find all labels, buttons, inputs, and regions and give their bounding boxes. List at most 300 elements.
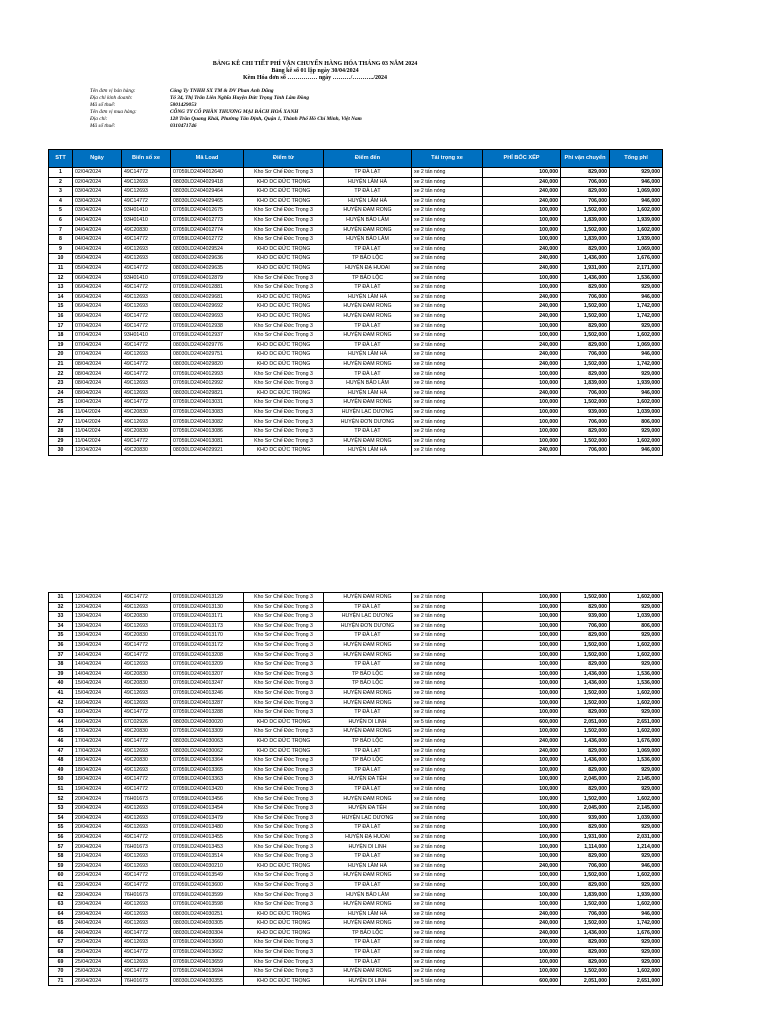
invoice-line: Kèm Hóa đơn số …………… ngày ………/………../2024 — [243, 75, 387, 81]
total-fee-cell: 2,145,000 — [610, 775, 663, 785]
total-fee-cell: 1,602,000 — [610, 640, 663, 650]
date-cell: 16/04/2024 — [73, 708, 122, 718]
load-code-cell: 07059LD2404013288 — [171, 708, 244, 718]
destination-cell: TP BẢO LỘC — [324, 679, 412, 689]
destination-cell: TP ĐÀ LẠT — [324, 852, 412, 862]
load-code-cell: 08030LD2404029524 — [171, 244, 244, 254]
table-row — [49, 669, 663, 679]
plate-cell: 49C20830 — [122, 612, 171, 622]
date-cell: 22/04/2024 — [73, 861, 122, 871]
origin-cell: Kho Sơ Chế Đức Trọng 3 — [244, 947, 324, 957]
freight-fee-cell: 829,000 — [561, 852, 610, 862]
capacity-cell: xe 2 tấn nóng — [412, 283, 483, 293]
loading-fee-cell: 240,000 — [483, 861, 561, 871]
destination-cell: HUYỆN ĐAM RONG — [324, 871, 412, 881]
row-number: 41 — [49, 688, 73, 698]
date-cell: 06/04/2024 — [73, 302, 122, 312]
table-row — [49, 736, 663, 746]
loading-fee-cell: 100,000 — [483, 967, 561, 977]
date-cell: 12/04/2024 — [73, 602, 122, 612]
date-cell: 08/04/2024 — [73, 388, 122, 398]
date-cell: 15/04/2024 — [73, 688, 122, 698]
date-cell: 04/04/2024 — [73, 235, 122, 245]
row-number: 23 — [49, 379, 73, 389]
origin-cell: KHO DC ĐỨC TRỌNG — [244, 350, 324, 360]
date-cell: 11/04/2024 — [73, 427, 122, 437]
destination-cell: TP ĐÀ LẠT — [324, 369, 412, 379]
capacity-cell: xe 2 tấn nóng — [412, 832, 483, 842]
destination-cell: HUYỆN LẠC DƯƠNG — [324, 407, 412, 417]
date-cell: 24/04/2024 — [73, 928, 122, 938]
table-row — [49, 379, 663, 389]
date-cell: 07/04/2024 — [73, 350, 122, 360]
freight-fee-cell: 1,436,000 — [561, 679, 610, 689]
plate-cell: 49C14772 — [122, 708, 171, 718]
row-number: 65 — [49, 919, 73, 929]
capacity-cell: xe 2 tấn nóng — [412, 244, 483, 254]
date-cell: 20/04/2024 — [73, 832, 122, 842]
row-number: 56 — [49, 832, 73, 842]
loading-fee-cell: 240,000 — [483, 350, 561, 360]
destination-cell: TP ĐÀ LẠT — [324, 602, 412, 612]
load-code-cell: 08030LD2404030305 — [171, 919, 244, 929]
date-cell: 06/04/2024 — [73, 292, 122, 302]
date-cell: 23/04/2024 — [73, 900, 122, 910]
loading-fee-cell: 100,000 — [483, 206, 561, 216]
table-row — [49, 398, 663, 408]
plate-cell: 49C20830 — [122, 631, 171, 641]
load-code-cell: 07059LD2404013081 — [171, 436, 244, 446]
loading-fee-cell: 240,000 — [483, 359, 561, 369]
origin-cell: Kho Sơ Chế Đức Trọng 3 — [244, 206, 324, 216]
origin-cell: Kho Sơ Chế Đức Trọng 3 — [244, 880, 324, 890]
capacity-cell: xe 2 tấn nóng — [412, 273, 483, 283]
plate-cell: 49C14772 — [122, 871, 171, 881]
load-code-cell: 08030LD2404029776 — [171, 340, 244, 350]
row-number: 53 — [49, 804, 73, 814]
origin-cell: Kho Sơ Chế Đức Trọng 3 — [244, 890, 324, 900]
origin-cell: Kho Sơ Chế Đức Trọng 3 — [244, 427, 324, 437]
total-fee-cell: 946,000 — [610, 861, 663, 871]
row-number: 1 — [49, 168, 73, 178]
destination-cell: HUYỆN BẢO LÂM — [324, 215, 412, 225]
info-row — [90, 123, 362, 130]
freight-fee-cell: 939,000 — [561, 407, 610, 417]
date-cell: 19/04/2024 — [73, 784, 122, 794]
plate-cell: 49C12693 — [122, 919, 171, 929]
date-cell: 04/04/2024 — [73, 215, 122, 225]
document-title: BẢNG KÊ CHI TIẾT PHÍ VẬN CHUYỂN HÀNG HÓA THÁNG 03 NĂM 2024 — [212, 61, 418, 67]
total-fee-cell: 1,536,000 — [610, 679, 663, 689]
capacity-cell: xe 2 tấn nóng — [412, 302, 483, 312]
freight-fee-cell: 1,839,000 — [561, 379, 610, 389]
destination-cell: HUYỆN ĐẠ HUOAI — [324, 263, 412, 273]
row-number: 43 — [49, 708, 73, 718]
destination-cell: HUYỆN ĐAM RONG — [324, 398, 412, 408]
load-code-cell: 07059LD2404012772 — [171, 235, 244, 245]
date-cell: 08/04/2024 — [73, 379, 122, 389]
row-number: 30 — [49, 446, 73, 456]
destination-cell: HUYỆN ĐAM RONG — [324, 302, 412, 312]
destination-cell: HUYỆN LÂM HÀ — [324, 446, 412, 456]
loading-fee-cell: 100,000 — [483, 698, 561, 708]
plate-cell: 49C12693 — [122, 900, 171, 910]
info-value: 128 Trần Quang Khải, Phường Tân Định, Quận 1, Thành Phố Hồ Chí Minh, Việt Nam — [170, 116, 362, 122]
capacity-cell: xe 2 tấn nóng — [412, 206, 483, 216]
loading-fee-cell: 100,000 — [483, 369, 561, 379]
load-code-cell: 08030LD2404029464 — [171, 187, 244, 197]
capacity-cell: xe 2 tấn nóng — [412, 784, 483, 794]
origin-cell: Kho Sơ Chế Đức Trọng 3 — [244, 398, 324, 408]
table-row — [49, 957, 663, 967]
freight-fee-cell: 829,000 — [561, 602, 610, 612]
load-code-cell: 07059LD2404013172 — [171, 640, 244, 650]
row-number: 40 — [49, 679, 73, 689]
load-code-cell: 07059LD2404013086 — [171, 427, 244, 437]
loading-fee-cell: 240,000 — [483, 302, 561, 312]
destination-cell: HUYỆN ĐAM RONG — [324, 698, 412, 708]
capacity-cell: xe 2 tấn nóng — [412, 225, 483, 235]
plate-cell: 49C14772 — [122, 340, 171, 350]
plate-cell: 49C12693 — [122, 938, 171, 948]
table-row — [49, 919, 663, 929]
row-number: 60 — [49, 871, 73, 881]
info-label: Địa chỉ: — [90, 116, 108, 122]
row-number: 37 — [49, 650, 73, 660]
column-header: Mã Load — [171, 150, 244, 168]
total-fee-cell: 1,939,000 — [610, 890, 663, 900]
plate-cell: 49C20830 — [122, 679, 171, 689]
destination-cell: HUYỆN BẢO LÂM — [324, 890, 412, 900]
column-header: Điểm đến — [324, 150, 412, 168]
plate-cell: 49C12693 — [122, 187, 171, 197]
plate-cell: 49C14772 — [122, 640, 171, 650]
origin-cell: Kho Sơ Chế Đức Trọng 3 — [244, 832, 324, 842]
table-row — [49, 388, 663, 398]
freight-fee-cell: 1,502,000 — [561, 206, 610, 216]
destination-cell: TP ĐÀ LẠT — [324, 765, 412, 775]
total-fee-cell: 1,214,000 — [610, 842, 663, 852]
origin-cell: KHO DC ĐỨC TRỌNG — [244, 292, 324, 302]
row-number: 51 — [49, 784, 73, 794]
info-value: 5801429053 — [170, 102, 197, 108]
plate-cell: 93H01410 — [122, 273, 171, 283]
destination-cell: TP BẢO LỘC — [324, 254, 412, 264]
load-code-cell: 07059LD2404013598 — [171, 900, 244, 910]
table-row — [49, 698, 663, 708]
loading-fee-cell: 100,000 — [483, 880, 561, 890]
table-row — [49, 900, 663, 910]
total-fee-cell: 946,000 — [610, 292, 663, 302]
origin-cell: Kho Sơ Chế Đức Trọng 3 — [244, 698, 324, 708]
loading-fee-cell: 100,000 — [483, 852, 561, 862]
destination-cell: TP ĐÀ LẠT — [324, 283, 412, 293]
capacity-cell: xe 2 tấn nóng — [412, 388, 483, 398]
table-row — [49, 650, 663, 660]
plate-cell: 49C14772 — [122, 235, 171, 245]
capacity-cell: xe 2 tấn nóng — [412, 688, 483, 698]
freight-fee-cell: 829,000 — [561, 283, 610, 293]
total-fee-cell: 1,742,000 — [610, 919, 663, 929]
table-row — [49, 436, 663, 446]
table-row — [49, 292, 663, 302]
origin-cell: Kho Sơ Chế Đức Trọng 3 — [244, 283, 324, 293]
capacity-cell: xe 2 tấn nóng — [412, 235, 483, 245]
capacity-cell: xe 2 tấn nóng — [412, 359, 483, 369]
plate-cell: 49C20830 — [122, 407, 171, 417]
table-row — [49, 813, 663, 823]
loading-fee-cell: 100,000 — [483, 436, 561, 446]
total-fee-cell: 806,000 — [610, 417, 663, 427]
destination-cell: HUYỆN LẠC DƯƠNG — [324, 612, 412, 622]
row-number: 19 — [49, 340, 73, 350]
plate-cell: 49C14772 — [122, 369, 171, 379]
origin-cell: Kho Sơ Chế Đức Trọng 3 — [244, 621, 324, 631]
capacity-cell: xe 2 tấn nóng — [412, 650, 483, 660]
loading-fee-cell: 100,000 — [483, 407, 561, 417]
date-cell: 23/04/2024 — [73, 909, 122, 919]
origin-cell: Kho Sơ Chế Đức Trọng 3 — [244, 369, 324, 379]
plate-cell: 49C14772 — [122, 736, 171, 746]
row-number: 63 — [49, 900, 73, 910]
plate-cell: 49C12693 — [122, 388, 171, 398]
row-number: 2 — [49, 177, 73, 187]
origin-cell: KHO DC ĐỨC TRỌNG — [244, 388, 324, 398]
origin-cell: Kho Sơ Chế Đức Trọng 3 — [244, 823, 324, 833]
total-fee-cell: 1,536,000 — [610, 273, 663, 283]
capacity-cell: xe 2 tấn nóng — [412, 427, 483, 437]
table-row — [49, 775, 663, 785]
total-fee-cell: 1,939,000 — [610, 379, 663, 389]
freight-fee-cell: 1,931,000 — [561, 263, 610, 273]
capacity-cell: xe 2 tấn nóng — [412, 794, 483, 804]
loading-fee-cell: 100,000 — [483, 957, 561, 967]
total-fee-cell: 1,602,000 — [610, 688, 663, 698]
total-fee-cell: 1,069,000 — [610, 746, 663, 756]
row-number: 35 — [49, 631, 73, 641]
freight-fee-cell: 829,000 — [561, 340, 610, 350]
load-code-cell: 07059LD2404013453 — [171, 842, 244, 852]
plate-cell: 49C12693 — [122, 602, 171, 612]
table-row — [49, 765, 663, 775]
row-number: 33 — [49, 612, 73, 622]
plate-cell: 49C12693 — [122, 957, 171, 967]
row-number: 24 — [49, 388, 73, 398]
capacity-cell: xe 2 tấn nóng — [412, 871, 483, 881]
date-cell: 06/04/2024 — [73, 273, 122, 283]
row-number: 46 — [49, 736, 73, 746]
loading-fee-cell: 240,000 — [483, 446, 561, 456]
origin-cell: Kho Sơ Chế Đức Trọng 3 — [244, 900, 324, 910]
origin-cell: Kho Sơ Chế Đức Trọng 3 — [244, 321, 324, 331]
origin-cell: Kho Sơ Chế Đức Trọng 3 — [244, 765, 324, 775]
origin-cell: Kho Sơ Chế Đức Trọng 3 — [244, 842, 324, 852]
loading-fee-cell: 100,000 — [483, 640, 561, 650]
load-code-cell: 08030LD2404029681 — [171, 292, 244, 302]
table-row — [49, 593, 663, 603]
destination-cell: TP ĐÀ LẠT — [324, 187, 412, 197]
date-cell: 17/04/2024 — [73, 746, 122, 756]
row-number: 64 — [49, 909, 73, 919]
load-code-cell: 07059LD2404012774 — [171, 225, 244, 235]
row-number: 4 — [49, 196, 73, 206]
freight-fee-cell: 706,000 — [561, 861, 610, 871]
table-row — [49, 909, 663, 919]
load-code-cell: 08030LD2404029418 — [171, 177, 244, 187]
loading-fee-cell: 100,000 — [483, 669, 561, 679]
total-fee-cell: 929,000 — [610, 602, 663, 612]
date-cell: 20/04/2024 — [73, 842, 122, 852]
loading-fee-cell: 100,000 — [483, 650, 561, 660]
origin-cell: Kho Sơ Chế Đức Trọng 3 — [244, 660, 324, 670]
capacity-cell: xe 2 tấn nóng — [412, 842, 483, 852]
origin-cell: Kho Sơ Chế Đức Trọng 3 — [244, 727, 324, 737]
origin-cell: Kho Sơ Chế Đức Trọng 3 — [244, 679, 324, 689]
row-number: 26 — [49, 407, 73, 417]
table-row — [49, 976, 663, 986]
origin-cell: Kho Sơ Chế Đức Trọng 3 — [244, 640, 324, 650]
info-label: Mã số thuế: — [90, 102, 116, 108]
plate-cell: 49C20830 — [122, 669, 171, 679]
plate-cell: 49C12693 — [122, 244, 171, 254]
freight-fee-cell: 829,000 — [561, 660, 610, 670]
date-cell: 23/04/2024 — [73, 880, 122, 890]
loading-fee-cell: 100,000 — [483, 823, 561, 833]
date-cell: 11/04/2024 — [73, 417, 122, 427]
destination-cell: TP BẢO LỘC — [324, 756, 412, 766]
loading-fee-cell: 100,000 — [483, 168, 561, 178]
plate-cell: 49C12693 — [122, 350, 171, 360]
capacity-cell: xe 2 tấn nóng — [412, 823, 483, 833]
load-code-cell: 07059LD2404012937 — [171, 331, 244, 341]
row-number: 34 — [49, 621, 73, 631]
capacity-cell: xe 2 tấn nóng — [412, 263, 483, 273]
load-code-cell: 07059LD2404012675 — [171, 206, 244, 216]
date-cell: 16/04/2024 — [73, 698, 122, 708]
total-fee-cell: 1,742,000 — [610, 359, 663, 369]
table-row — [49, 331, 663, 341]
row-number: 38 — [49, 660, 73, 670]
date-cell: 23/04/2024 — [73, 890, 122, 900]
row-number: 71 — [49, 976, 73, 986]
table-row — [49, 823, 663, 833]
freight-fee-cell: 1,502,000 — [561, 331, 610, 341]
date-cell: 25/04/2024 — [73, 957, 122, 967]
loading-fee-cell: 100,000 — [483, 765, 561, 775]
loading-fee-cell: 100,000 — [483, 602, 561, 612]
date-cell: 18/04/2024 — [73, 775, 122, 785]
plate-cell: 49C14772 — [122, 398, 171, 408]
table-row — [49, 631, 663, 641]
row-number: 16 — [49, 311, 73, 321]
freight-fee-cell: 1,436,000 — [561, 928, 610, 938]
column-header: Tổng phí — [610, 150, 663, 168]
plate-cell: 49C12693 — [122, 660, 171, 670]
table-row — [49, 206, 663, 216]
table-row — [49, 880, 663, 890]
date-cell: 18/04/2024 — [73, 756, 122, 766]
date-cell: 03/04/2024 — [73, 187, 122, 197]
load-code-cell: 07059LD2404013455 — [171, 832, 244, 842]
freight-fee-cell: 1,502,000 — [561, 593, 610, 603]
info-label: Tên đơn vị bán hàng: — [90, 88, 136, 94]
capacity-cell: xe 2 tấn nóng — [412, 436, 483, 446]
freight-fee-cell: 1,502,000 — [561, 967, 610, 977]
destination-cell: TP ĐÀ LẠT — [324, 708, 412, 718]
date-cell: 08/04/2024 — [73, 369, 122, 379]
total-fee-cell: 1,676,000 — [610, 928, 663, 938]
loading-fee-cell: 100,000 — [483, 593, 561, 603]
total-fee-cell: 1,039,000 — [610, 407, 663, 417]
loading-fee-cell: 100,000 — [483, 417, 561, 427]
date-cell: 26/04/2024 — [73, 976, 122, 986]
date-cell: 10/04/2024 — [73, 398, 122, 408]
loading-fee-cell: 240,000 — [483, 263, 561, 273]
loading-fee-cell: 100,000 — [483, 427, 561, 437]
row-number: 42 — [49, 698, 73, 708]
capacity-cell: xe 2 tấn nóng — [412, 947, 483, 957]
freight-fee-cell: 829,000 — [561, 746, 610, 756]
table-row — [49, 756, 663, 766]
date-cell: 07/04/2024 — [73, 321, 122, 331]
freight-fee-cell: 1,436,000 — [561, 756, 610, 766]
loading-fee-cell: 240,000 — [483, 196, 561, 206]
freight-fee-cell: 829,000 — [561, 947, 610, 957]
row-number: 44 — [49, 717, 73, 727]
total-fee-cell: 946,000 — [610, 350, 663, 360]
origin-cell: KHO DC ĐỨC TRỌNG — [244, 909, 324, 919]
loading-fee-cell: 100,000 — [483, 631, 561, 641]
load-code-cell: 07059LD2404013599 — [171, 890, 244, 900]
row-number: 45 — [49, 727, 73, 737]
plate-cell: 49C20830 — [122, 446, 171, 456]
date-cell: 07/04/2024 — [73, 340, 122, 350]
load-code-cell: 07059LD2404013363 — [171, 775, 244, 785]
loading-fee-cell: 100,000 — [483, 832, 561, 842]
total-fee-cell: 1,602,000 — [610, 225, 663, 235]
column-header: Phí vận chuyển — [561, 150, 610, 168]
loading-fee-cell: 240,000 — [483, 340, 561, 350]
destination-cell: HUYỆN BẢO LÂM — [324, 379, 412, 389]
table-row — [49, 321, 663, 331]
freight-fee-cell: 1,839,000 — [561, 890, 610, 900]
freight-fee-cell: 1,502,000 — [561, 919, 610, 929]
total-fee-cell: 929,000 — [610, 631, 663, 641]
info-value: 0310471746 — [170, 123, 197, 129]
total-fee-cell: 929,000 — [610, 283, 663, 293]
capacity-cell: xe 2 tấn nóng — [412, 311, 483, 321]
freight-fee-cell: 829,000 — [561, 427, 610, 437]
table-row — [49, 679, 663, 689]
row-number: 18 — [49, 331, 73, 341]
table-row — [49, 967, 663, 977]
destination-cell: TP ĐÀ LẠT — [324, 784, 412, 794]
destination-cell: HUYỆN ĐAM RONG — [324, 900, 412, 910]
plate-cell: 49C20830 — [122, 727, 171, 737]
origin-cell: KHO DC ĐỨC TRỌNG — [244, 263, 324, 273]
total-fee-cell: 1,676,000 — [610, 254, 663, 264]
date-cell: 17/04/2024 — [73, 736, 122, 746]
table-row — [49, 369, 663, 379]
load-code-cell: 07059LD2404013031 — [171, 398, 244, 408]
table-row — [49, 350, 663, 360]
destination-cell: TP ĐÀ LẠT — [324, 631, 412, 641]
date-cell: 13/04/2024 — [73, 621, 122, 631]
row-number: 13 — [49, 283, 73, 293]
plate-cell: 49C12693 — [122, 379, 171, 389]
freight-fee-cell: 1,839,000 — [561, 215, 610, 225]
origin-cell: Kho Sơ Chế Đức Trọng 3 — [244, 938, 324, 948]
